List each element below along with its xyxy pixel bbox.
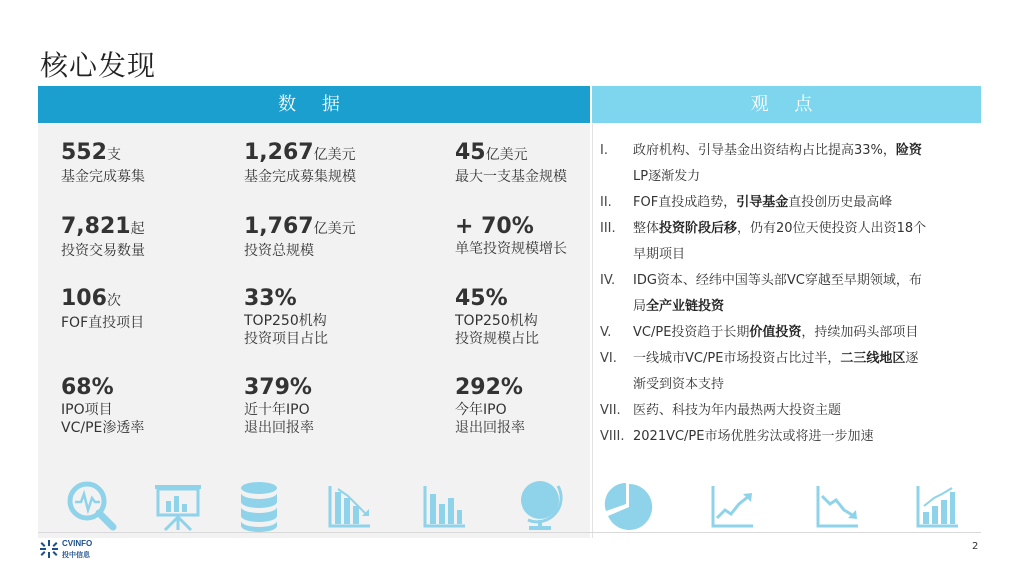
presentation-board-icon	[153, 482, 203, 532]
stat-number: 106	[61, 286, 107, 311]
stat-value	[455, 140, 567, 168]
views-section-header: 观 点	[592, 86, 981, 123]
pie-chart-icon	[604, 482, 654, 532]
finding-numeral: I.	[600, 143, 608, 158]
stat-label: 退出回报率	[455, 420, 525, 436]
finding-item	[600, 398, 970, 424]
finding-item	[600, 424, 970, 450]
stat-label: 投资项目占比	[244, 331, 328, 347]
logo-mark-icon	[38, 538, 60, 560]
finding-item	[600, 190, 970, 216]
stat-unit: 支	[106, 147, 121, 163]
stat-value	[61, 375, 144, 401]
finding-numeral: II.	[600, 195, 612, 210]
finding-text	[633, 346, 970, 398]
stat-item	[244, 140, 356, 186]
stat-item	[61, 214, 145, 260]
stat-item	[244, 214, 356, 260]
finding-text	[633, 424, 970, 450]
stat-label: 投资规模占比	[455, 331, 539, 347]
logo-text-en: CVINFO	[62, 539, 93, 548]
logo-text-cn: 投中信息	[62, 551, 90, 559]
finding-text-segment: 政府机构、引导基金出资结构占比提高33%，	[633, 143, 896, 158]
finding-text	[633, 138, 970, 190]
finding-text	[633, 190, 970, 216]
stat-value	[61, 286, 144, 314]
finding-text	[633, 268, 970, 320]
stat-unit: 起	[130, 221, 145, 237]
finding-numeral: IV.	[600, 273, 616, 288]
globe-icon	[516, 478, 566, 532]
finding-text-segment: 早期项目	[633, 247, 686, 262]
stat-unit: 亿美元	[313, 221, 356, 237]
stat-unit: 亿美元	[313, 147, 356, 163]
stat-number: 7,821	[61, 214, 131, 239]
stat-item	[244, 375, 314, 437]
finding-highlight: 投资阶段后移	[659, 221, 738, 236]
stat-value	[244, 375, 314, 401]
finding-text	[633, 320, 970, 346]
bar-chart-icon	[421, 484, 467, 530]
bar-chart-up-icon	[914, 484, 960, 530]
stat-label: 最大一支基金规模	[455, 169, 567, 185]
finding-item	[600, 320, 970, 346]
stat-number: 45%	[455, 286, 508, 311]
stat-label: TOP250机构	[455, 313, 538, 329]
finding-text-segment: 渐受到资本支持	[633, 377, 725, 392]
stat-label: FOF直投项目	[61, 315, 145, 331]
finding-text-segment: 直投创历史最高峰	[788, 195, 893, 210]
stat-number: + 70%	[455, 214, 534, 239]
finding-text-segment: IDG资本、经纬中国等头部VC穿越至早期领域，布	[633, 273, 922, 288]
stat-label: 基金完成募集	[61, 169, 145, 185]
magnifier-pulse-icon	[66, 480, 118, 532]
stat-item	[455, 375, 525, 437]
finding-numeral: III.	[600, 221, 616, 236]
finding-text-segment: VC/PE投资趋于长期	[633, 325, 750, 340]
stat-item	[455, 286, 539, 348]
bar-chart-down-icon	[326, 484, 372, 530]
stat-item	[455, 214, 567, 258]
stat-number: 45	[455, 140, 486, 165]
stat-item	[455, 140, 567, 186]
finding-item	[600, 216, 970, 268]
finding-numeral: VIII.	[600, 429, 625, 444]
finding-text-segment: FOF直投成趋势，	[633, 195, 737, 210]
stat-number: 68%	[61, 375, 114, 400]
page-title: 核心发现	[40, 49, 157, 82]
stat-label: 近十年IPO	[244, 402, 310, 418]
finding-text-segment: ，持续加码头部项目	[801, 325, 919, 340]
line-chart-down-icon	[814, 484, 860, 530]
stat-item	[61, 140, 145, 186]
stat-number: 379%	[244, 375, 312, 400]
findings-list	[600, 138, 970, 450]
finding-text-segment: 局	[633, 299, 647, 314]
data-section-header: 数 据	[38, 86, 590, 123]
page-number: 2	[972, 541, 979, 552]
stat-label: 单笔投资规模增长	[455, 241, 567, 257]
finding-highlight: 价值投资	[749, 325, 802, 340]
finding-text	[633, 398, 970, 424]
footer-divider	[38, 532, 981, 533]
stat-unit: 亿美元	[485, 147, 528, 163]
cvinfo-logo	[38, 538, 128, 562]
finding-text-segment: ，仍有20位天使投资人出资18个	[737, 221, 927, 236]
finding-text-segment: 2021VC/PE市场优胜劣汰或将进一步加速	[633, 429, 874, 444]
finding-item	[600, 138, 970, 190]
stat-label: 退出回报率	[244, 420, 314, 436]
stat-item	[244, 286, 328, 348]
finding-text-segment: 一线城市VC/PE市场投资占比过半，	[633, 351, 841, 366]
stat-number: 1,767	[244, 214, 314, 239]
finding-text-segment: 整体	[633, 221, 660, 236]
stat-value	[244, 140, 356, 168]
stat-number: 552	[61, 140, 107, 165]
stat-number: 292%	[455, 375, 523, 400]
stat-value	[61, 214, 145, 242]
stat-label: VC/PE渗透率	[61, 420, 145, 436]
stat-label: 投资交易数量	[61, 243, 145, 259]
stat-value	[61, 140, 145, 168]
stat-unit: 次	[106, 293, 121, 309]
finding-text	[633, 216, 970, 268]
line-chart-up-icon	[709, 484, 755, 530]
finding-numeral: VII.	[600, 403, 621, 418]
finding-highlight: 险资	[895, 143, 922, 158]
finding-item	[600, 268, 970, 320]
finding-numeral: V.	[600, 325, 612, 340]
stat-label: TOP250机构	[244, 313, 327, 329]
finding-text-segment: LP逐渐发力	[633, 169, 701, 184]
finding-highlight: 全产业链投资	[646, 299, 725, 314]
finding-text-segment: 医药、科技为年内最热两大投资主题	[633, 403, 842, 418]
stat-value	[455, 375, 525, 401]
stat-value	[455, 214, 567, 240]
stat-value	[244, 214, 356, 242]
stat-label: 基金完成募集规模	[244, 169, 356, 185]
finding-numeral: VI.	[600, 351, 617, 366]
finding-highlight: 二三线地区	[840, 351, 906, 366]
stat-item	[61, 286, 144, 332]
stat-number: 33%	[244, 286, 297, 311]
database-icon	[239, 480, 279, 532]
finding-text-segment: 逐	[905, 351, 919, 366]
finding-item	[600, 346, 970, 398]
stat-label: 今年IPO	[455, 402, 507, 418]
stat-label: 投资总规模	[244, 243, 314, 259]
stat-value	[244, 286, 328, 312]
stat-label: IPO项目	[61, 402, 113, 418]
stat-number: 1,267	[244, 140, 314, 165]
stat-value	[455, 286, 539, 312]
finding-highlight: 引导基金	[736, 195, 789, 210]
stat-item	[61, 375, 144, 437]
